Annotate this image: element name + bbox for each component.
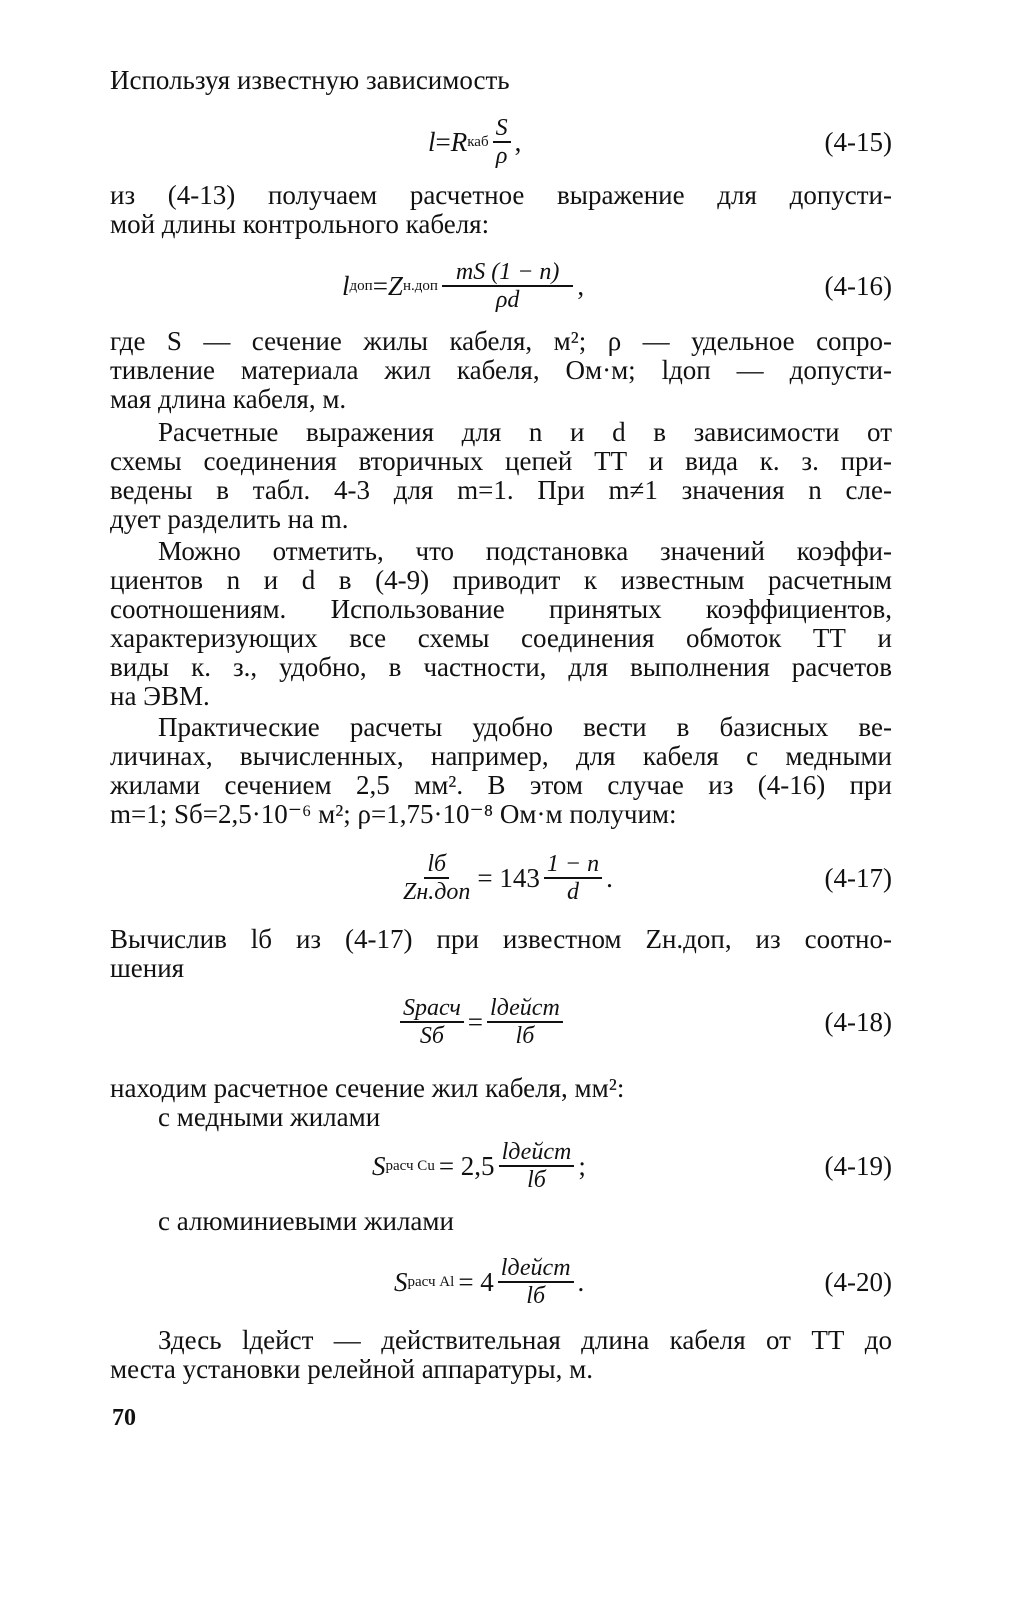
- paragraph-4-line-3: ведены в табл. 4-3 для m=1. При m≠1 значения n сле-: [110, 475, 892, 505]
- eq20-equals: = 4: [458, 1266, 494, 1297]
- eq20-tail: .: [577, 1266, 585, 1297]
- equation-4-16-number: (4-16): [824, 270, 892, 301]
- eq15-fraction: [493, 115, 511, 169]
- eq16-tail: ,: [577, 270, 585, 301]
- eq15-tail: ,: [514, 126, 522, 157]
- eq18-fraction-left: [400, 995, 464, 1049]
- intro-line: Используя известную зависимость: [110, 65, 510, 95]
- paragraph-5-line-2: циентов n и d в (4-9) приводит к известным расчетным: [110, 565, 892, 595]
- eq17-tail: .: [606, 862, 613, 893]
- eq15-numerator: S: [493, 115, 511, 143]
- eq15-r: R: [450, 126, 468, 157]
- paragraph-5-line-5: виды к. з., удобно, в частности, для выполнения расчетов: [110, 652, 892, 682]
- equation-4-15-formula: [428, 112, 521, 172]
- eq18-denominator-left: Sб: [419, 1023, 444, 1049]
- paragraph-7-line-1: Вычислив lб из (4-17) при известном Zн.доп, из соотно-: [110, 924, 892, 954]
- eq19-lhs-sub: расч Cu: [385, 1157, 435, 1174]
- paragraph-5-line-3: соотношениям. Использование принятых коэффициентов,: [110, 594, 892, 624]
- equation-4-17: [110, 848, 892, 908]
- eq15-denominator: ρ: [495, 143, 508, 169]
- paragraph-10-line-2: места установки релейной аппаратуры, м.: [110, 1354, 593, 1384]
- paragraph-7-line-2: шения: [110, 953, 185, 983]
- eq17-numerator-left: lб: [424, 851, 449, 879]
- equation-4-17-number: (4-17): [824, 862, 892, 893]
- eq17-fraction-right: [544, 851, 602, 905]
- paragraph-6-line-3: жилами сечением 2,5 мм². В этом случае из (4-16) при: [110, 770, 892, 800]
- eq19-tail: ;: [578, 1150, 586, 1181]
- equation-4-17-formula: [396, 848, 613, 908]
- eq15-equals: =: [435, 126, 451, 157]
- equation-4-18-formula: [396, 992, 567, 1052]
- eq16-z-sub: н.доп: [402, 277, 438, 294]
- equation-4-16-formula: [342, 256, 584, 316]
- paragraph-4-line-2: схемы соединения вторичных цепей ТТ и вида к. з. при-: [110, 446, 892, 476]
- eq16-denominator: ρd: [495, 287, 520, 313]
- paragraph-8-line-1: находим расчетное сечение жил кабеля, мм²:: [110, 1073, 625, 1103]
- equation-4-15: [110, 112, 892, 172]
- eq18-numerator-left: Sрасч: [400, 995, 464, 1023]
- eq18-equals: =: [467, 1006, 484, 1037]
- paragraph-4-line-1: Расчетные выражения для n и d в зависимости от: [158, 417, 892, 447]
- equation-4-16: [110, 256, 892, 316]
- page-number: 70: [112, 1405, 136, 1431]
- equation-4-19-number: (4-19): [824, 1150, 892, 1181]
- eq16-fraction: [442, 259, 574, 313]
- eq18-fraction-right: [487, 995, 563, 1049]
- paragraph-10-line-1: Здесь lдейст — действительная длина кабеля от ТТ до: [158, 1325, 892, 1355]
- eq16-numerator: mS (1 − n): [442, 259, 574, 287]
- paragraph-5-line-6: на ЭВМ.: [110, 681, 210, 711]
- paragraph-6-line-4: m=1; Sб=2,5·10⁻⁶ м²; ρ=1,75·10⁻⁸ Ом·м получим:: [110, 799, 677, 829]
- eq16-lhs: l: [342, 270, 350, 301]
- eq16-equals: =: [372, 270, 388, 301]
- equation-4-19: [110, 1136, 892, 1196]
- paragraph-8-line-2: с медными жилами: [158, 1102, 381, 1132]
- eq19-equals: = 2,5: [438, 1150, 495, 1181]
- eq17-denominator-left: Zн.доп: [403, 879, 471, 905]
- equation-4-15-number: (4-15): [824, 126, 892, 157]
- paragraph-5-line-4: характеризующих все схемы соединения обмоток ТТ и: [110, 623, 892, 653]
- eq17-equals: = 143: [477, 862, 540, 893]
- paragraph-2-line-1: из (4-13) получаем расчетное выражение для допусти-: [110, 180, 892, 210]
- paragraph-5-line-1: Можно отметить, что подстановка значений коэффи-: [158, 536, 892, 566]
- equation-4-20-number: (4-20): [824, 1266, 892, 1297]
- equation-4-20: [110, 1252, 892, 1312]
- eq17-fraction-left: [400, 851, 473, 905]
- eq17-denominator-right: d: [566, 879, 579, 905]
- eq19-denominator: lб: [527, 1167, 546, 1193]
- equation-4-18: [110, 992, 892, 1052]
- eq20-lhs-sub: расч Al: [407, 1273, 455, 1290]
- eq19-numerator: lдейст: [499, 1139, 575, 1167]
- eq16-z: Z: [387, 270, 403, 301]
- eq17-numerator-right: 1 − n: [544, 851, 602, 879]
- paragraph-3-line-3: мая длина кабеля, м.: [110, 384, 347, 414]
- eq15-lhs: l: [428, 126, 436, 157]
- paragraph-6-line-2: личинах, вычисленных, например, для кабеля с медными: [110, 741, 892, 771]
- eq15-r-sub: каб: [467, 133, 489, 150]
- paragraph-9-line-1: с алюминиевыми жилами: [158, 1206, 454, 1236]
- paragraph-4-line-4: дует разделить на m.: [110, 504, 349, 534]
- eq18-numerator-right: lдейст: [487, 995, 563, 1023]
- eq20-fraction: [498, 1255, 574, 1309]
- paragraph-6-line-1: Практические расчеты удобно вести в базисных ве-: [158, 712, 892, 742]
- paragraph-2-line-2: мой длины контрольного кабеля:: [110, 209, 490, 239]
- eq20-numerator: lдейст: [498, 1255, 574, 1283]
- equation-4-20-formula: [394, 1252, 584, 1312]
- equation-4-18-number: (4-18): [824, 1006, 892, 1037]
- equation-4-19-formula: [372, 1136, 586, 1196]
- eq20-lhs: S: [394, 1266, 408, 1297]
- paragraph-3-line-2: тивление материала жил кабеля, Ом·м; lдоп — допусти-: [110, 355, 892, 385]
- paragraph-3-line-1: где S — сечение жилы кабеля, м²; ρ — удельное сопро-: [110, 326, 892, 356]
- eq18-denominator-right: lб: [515, 1023, 535, 1049]
- eq19-lhs: S: [372, 1150, 386, 1181]
- eq20-denominator: lб: [526, 1283, 546, 1309]
- eq19-fraction: [499, 1139, 575, 1193]
- eq16-lhs-sub: доп: [349, 277, 373, 294]
